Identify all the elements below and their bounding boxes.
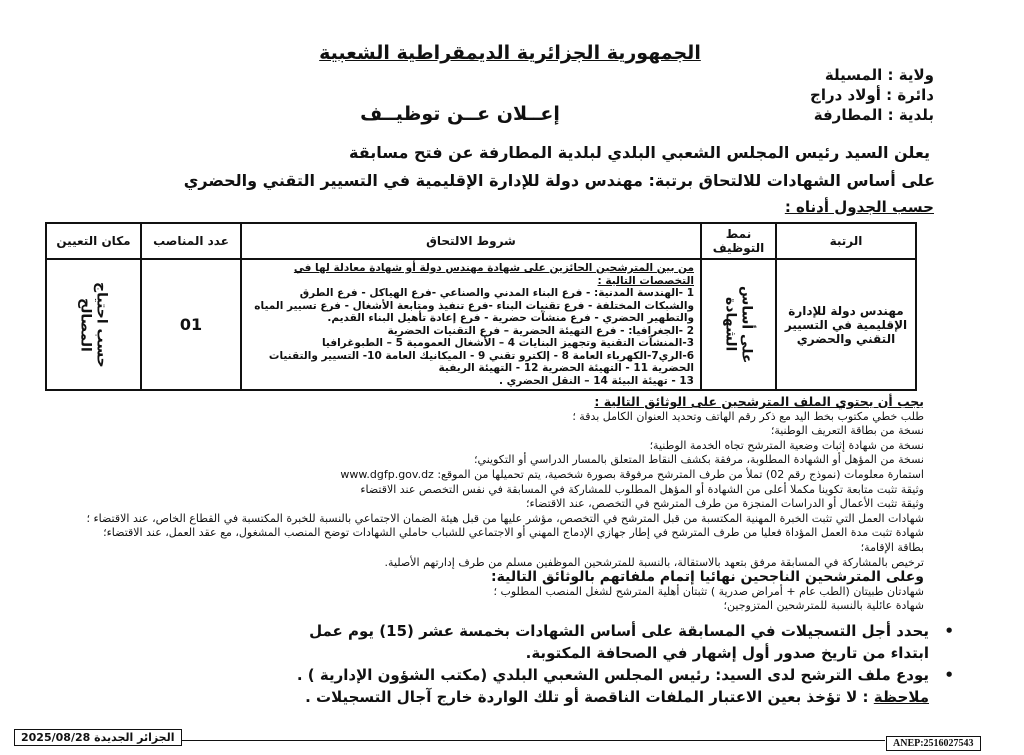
- header-rank: الرتبة: [776, 223, 916, 259]
- intro-line-3: حسب الجدول أدناه :: [784, 198, 934, 216]
- list-item: نسخة من بطاقة التعريف الوطنية؛: [770, 424, 924, 438]
- list-item: شهادتان طبيتان (الطب عام + أمراض صدرية ) تثبتان أهلية المترشح لشغل المنصب المطلوب ؛: [493, 584, 924, 598]
- list-item: شهادة تثبت مدة العمل المؤداة فعليا من طرف المترشح في إطار جهازي الإدماج المهني أو الاجتماعي للشباب حاملي الشهادات توضح المنصب المشغول، مع عقد العمل، عند الاقتضاء؛: [103, 526, 924, 540]
- note-label: ملاحظة: [873, 688, 929, 706]
- newspaper-date-box: [14, 729, 182, 746]
- header-mode: نمط التوظيف: [701, 223, 776, 259]
- condition-item: 13 - تهيئة البيئة 14 – النقل الحضري .: [498, 374, 694, 387]
- condition-item: 2 -الجغرافيا: - فرع التهيئة الحضرية – فرع التقنيات الحضرية: [387, 324, 694, 337]
- positions-table: [45, 222, 917, 391]
- list-item: بطاقة الإقامة؛: [860, 540, 924, 554]
- count-cell: 01: [141, 259, 241, 390]
- list-item: وثيقة تثبت متابعة تكوينا مكملا أعلى من الشهادة أو المؤهل المطلوب للمشاركة في المسابقة في نفس التخصص عند الاقتضاء: [360, 482, 924, 496]
- header-count: عدد المناصب: [141, 223, 241, 259]
- wilaya: ولاية : المسيلة: [824, 66, 934, 84]
- list-item: نسخة من المؤهل أو الشهادة المطلوبة، مرفقة بكشف النقاط المتعلق بالمسار الدراسي أو التكويني؛: [474, 453, 924, 467]
- intro-line-2: على أساس الشهادات للالتحاق برتبة: مهندس دولة للإدارة الإقليمية في التسيير التقني والحضري: [183, 171, 935, 190]
- condition-item: 6-الري7-الكهرباء العامة 8 - إلكترو تقني 9 - الميكانيك العامة 10- التسيير والتقنيات الحضرية 11 - التهيئة الحضرية 12 - التهيئة الريفية: [268, 349, 694, 374]
- conditions-cell: [241, 259, 701, 390]
- final-section: [59, 620, 954, 708]
- place-text: حسب احتياج المصالح: [77, 281, 110, 368]
- list-item: استمارة معلومات (نموذج رقم 02) تملأ من طرف المترشح مرفوقة بصورة شخصية، يتم تحميلها من الموقع: www.dgfp.gov.dz: [340, 467, 924, 481]
- daira: دائرة : أولاد دراج: [810, 86, 934, 104]
- condition-item: 1 -الهندسة المدنية: - فرع البناء المدني والصناعي -فرع الهياكل - فرع الطرق والشبكات المختلفة - فرع تقنيات البناء -فرع تنفيذ ومتابعة الأشغال - فرع تسيير المياه والتطهير الحضري - فرع منشآت حضرية - فرع إعادة تأهيل البناء القديم.: [254, 287, 694, 324]
- list-item: ترخيص بالمشاركة في المسابقة مرفق بتعهد بالاستقالة، بالنسبة للمترشحين الموظفين مسلم من طرف إدارتهم الأصلية.: [384, 555, 924, 569]
- announcement-title: إعــلان عــن توظيــف: [360, 103, 560, 125]
- republic-title: الجمهورية الجزائرية الديمقراطية الشعبية: [319, 42, 701, 64]
- deadline-text: يحدد أجل التسجيلات في المسابقة على أساس الشهادات بخمسة عشر (15) يوم عمل: [309, 622, 929, 640]
- deadline-text-2: ابتداء من تاريخ صدور أول إشهار في الصحافة المكتوبة.: [525, 644, 929, 662]
- bullet-icon: •: [944, 666, 954, 684]
- newspaper-name: الجزائر الجديدة: [94, 731, 175, 744]
- mode-cell: [701, 259, 776, 390]
- list-item: نسخة من شهادة إثبات وضعية المترشح تجاه الخدمة الوطنية؛: [649, 438, 924, 452]
- bullet-icon: •: [944, 622, 954, 640]
- rank-cell: مهندس دولة للإدارة الإقليمية في التسيير التقني والحضري: [776, 259, 916, 390]
- list-item: شهادة عائلية بالنسبة للمترشحين المتزوجين؛: [723, 599, 924, 613]
- list-item: وثيقة تثبت الأعمال أو الدراسات المنجزة من طرف المترشح في التخصص، عند الاقتضاء؛: [526, 497, 924, 511]
- header-place: مكان التعيين: [46, 223, 141, 259]
- place-cell: [46, 259, 141, 390]
- mode-text: على أساس الشهادة: [722, 285, 755, 364]
- anep-reference: ANEP:2516027543: [886, 736, 981, 751]
- publication-date: 2025/08/28: [21, 731, 91, 744]
- list-item: طلب خطي مكتوب بخط اليد مع ذكر رقم الهاتف وتحديد العنوان الكامل بدقة ؛: [572, 409, 924, 423]
- documents-list: [24, 395, 924, 614]
- commune: بلدية : المطارفة: [813, 106, 934, 124]
- header-conditions: شروط الالتحاق: [241, 223, 701, 259]
- deposit-text: يودع ملف الترشح لدى السيد: رئيس المجلس الشعبي البلدي (مكتب الشؤون الإدارية ) .: [296, 666, 929, 684]
- conditions-title: من بين المترشحين الحائزين على شهادة مهندس دولة أو شهادة معادلة لها في التخصصات التالية :: [293, 262, 694, 287]
- documents-heading: يجب أن يحتوي الملف المترشحين على الوثائق التالية :: [594, 394, 924, 409]
- list-item: شهادات العمل التي تثبت الخبرة المهنية المكتسبة من قبل المترشح في التخصص، مؤشر عليها من قبل هيئة الضمان الاجتماعي بالنسبة للخبرة المكتسبة في القطاع الخاص، عند الاقتضاء ؛: [86, 511, 924, 525]
- condition-item: 3-المنشآت التقنية وتجهيز البنايات 4 – الأشغال العمومية 5 – الطبوغرافيا: [321, 337, 694, 349]
- intro-line-1: يعلن السيد رئيس المجلس الشعبي البلدي لبلدية المطارفة عن فتح مسابقة: [349, 143, 930, 162]
- successful-heading: وعلى المترشحين الناجحين نهائيا إتمام ملفاتهم بالوثائق التالية:: [491, 569, 924, 586]
- note-text: : لا تؤخذ بعين الاعتبار الملفات الناقصة أو تلك الواردة خارج آجال التسجيلات .: [305, 688, 874, 706]
- table-row: [46, 259, 916, 390]
